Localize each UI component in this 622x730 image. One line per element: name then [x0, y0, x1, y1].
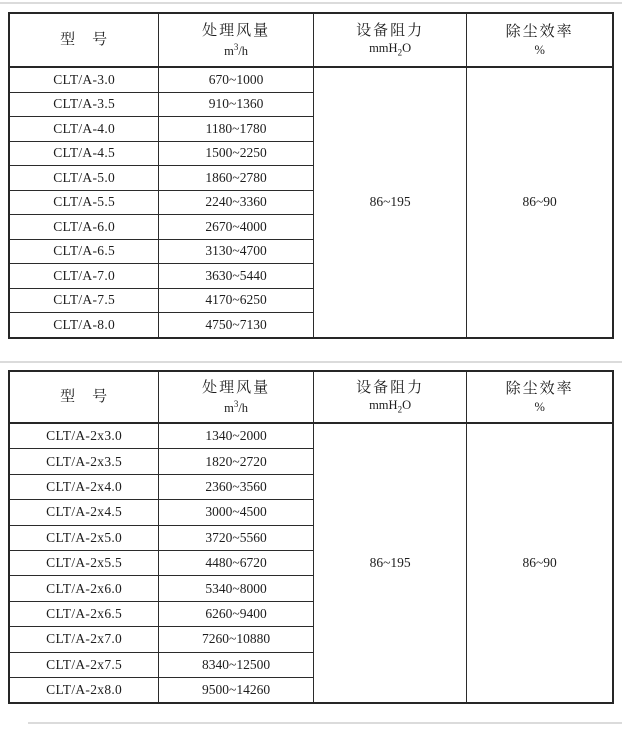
model-cell: CLT/A-3.0 [9, 67, 159, 92]
header-airflow-label: 处理风量 [202, 23, 271, 40]
model-cell: CLT/A-4.0 [9, 117, 159, 142]
model-cell: CLT/A-8.0 [9, 313, 159, 338]
header-efficiency-unit: % [534, 42, 545, 57]
header-efficiency [467, 13, 613, 67]
header-row [9, 371, 613, 423]
spec-table-double [8, 370, 614, 704]
model-cell: CLT/A-4.5 [9, 141, 159, 166]
header-model [9, 13, 159, 67]
spec-table-single [8, 12, 614, 339]
header-resistance-label: 设备阻力 [356, 23, 425, 40]
airflow-cell: 6260~9400 [159, 601, 314, 626]
airflow-cell: 1500~2250 [159, 141, 314, 166]
scan-artifact-line-top [0, 2, 622, 4]
airflow-cell: 4750~7130 [159, 313, 314, 338]
airflow-cell: 1820~2720 [159, 449, 314, 474]
airflow-cell: 7260~10880 [159, 627, 314, 652]
header-efficiency-unit: % [534, 399, 545, 414]
header-model-label: 型 号 [60, 31, 109, 48]
resistance-value-cell: 86~195 [313, 423, 466, 703]
header-airflow-unit: $m^3/h$ [224, 398, 249, 415]
model-cell: CLT/A-7.5 [9, 288, 159, 313]
airflow-cell: 670~1000 [159, 67, 314, 92]
airflow-cell: 3000~4500 [159, 500, 314, 525]
airflow-cell: 2240~3360 [159, 190, 314, 215]
airflow-cell: 2360~3560 [159, 474, 314, 499]
airflow-cell: 8340~12500 [159, 652, 314, 677]
airflow-cell: 3130~4700 [159, 239, 314, 264]
model-cell: CLT/A-2x7.0 [9, 627, 159, 652]
model-cell: CLT/A-2x6.0 [9, 576, 159, 601]
airflow-cell: 5340~8000 [159, 576, 314, 601]
header-efficiency [467, 371, 613, 423]
airflow-cell: 1180~1780 [159, 117, 314, 142]
airflow-cell: 3720~5560 [159, 525, 314, 550]
airflow-cell: 2670~4000 [159, 215, 314, 240]
header-row [9, 13, 613, 67]
header-resistance [313, 13, 466, 67]
airflow-cell: 3630~5440 [159, 264, 314, 289]
model-cell: CLT/A-3.5 [9, 92, 159, 117]
efficiency-value-cell: 86~90 [467, 423, 613, 703]
model-cell: CLT/A-5.0 [9, 166, 159, 191]
model-cell: CLT/A-2x5.5 [9, 550, 159, 575]
header-model [9, 371, 159, 423]
scan-artifact-line-middle [0, 361, 622, 363]
model-cell: CLT/A-5.5 [9, 190, 159, 215]
model-cell: CLT/A-2x8.0 [9, 677, 159, 703]
spec-table-double-grid [8, 370, 614, 704]
model-cell: CLT/A-7.0 [9, 264, 159, 289]
model-cell: CLT/A-2x6.5 [9, 601, 159, 626]
spec-table-single-grid [8, 12, 614, 339]
model-cell: CLT/A-2x4.5 [9, 500, 159, 525]
model-cell: CLT/A-6.0 [9, 215, 159, 240]
airflow-cell: 9500~14260 [159, 677, 314, 703]
model-cell: CLT/A-6.5 [9, 239, 159, 264]
model-cell: CLT/A-2x7.5 [9, 652, 159, 677]
table-row [9, 67, 613, 92]
scan-artifact-line-bottom [28, 722, 622, 724]
table-row [9, 423, 613, 449]
header-airflow [159, 13, 314, 67]
header-airflow-unit: $m^3/h$ [224, 41, 249, 58]
airflow-cell: 4170~6250 [159, 288, 314, 313]
header-efficiency-label: 除尘效率 [505, 24, 574, 41]
model-cell: CLT/A-2x4.0 [9, 474, 159, 499]
header-resistance-label: 设备阻力 [356, 380, 425, 397]
header-airflow-label: 处理风量 [202, 380, 271, 397]
header-resistance [313, 371, 466, 423]
model-cell: CLT/A-2x3.0 [9, 423, 159, 449]
airflow-cell: 1340~2000 [159, 423, 314, 449]
header-resistance-unit: mmH$_2$O [369, 398, 412, 415]
model-cell: CLT/A-2x3.5 [9, 449, 159, 474]
efficiency-value-cell: 86~90 [467, 67, 613, 338]
header-airflow [159, 371, 314, 423]
model-cell: CLT/A-2x5.0 [9, 525, 159, 550]
airflow-cell: 1860~2780 [159, 166, 314, 191]
airflow-cell: 4480~6720 [159, 550, 314, 575]
airflow-cell: 910~1360 [159, 92, 314, 117]
header-model-label: 型 号 [60, 388, 109, 405]
resistance-value-cell: 86~195 [313, 67, 466, 338]
header-efficiency-label: 除尘效率 [505, 381, 574, 398]
header-resistance-unit: mmH$_2$O [369, 41, 412, 58]
